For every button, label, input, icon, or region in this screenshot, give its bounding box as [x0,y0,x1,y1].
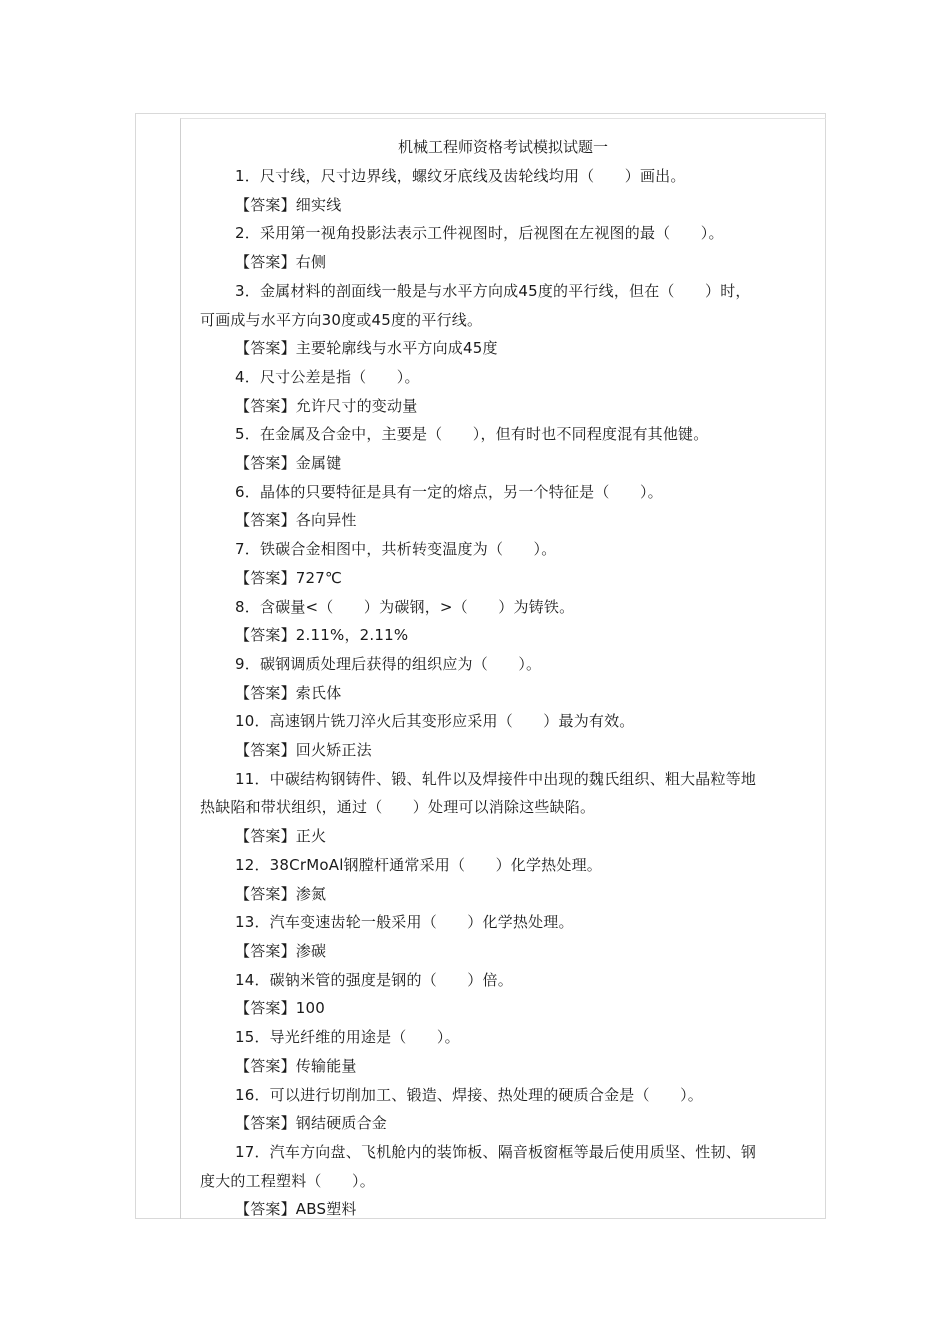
answer-line: 【答案】2.11%，2.11% [235,626,409,645]
question-line: 6．晶体的只要特征是具有一定的熔点，另一个特征是（ ）。 [235,482,663,501]
answer-line: 【答案】各向异性 [235,511,357,530]
question-line: 16．可以进行切削加工、锻造、焊接、热处理的硬质合金是（ ）。 [235,1085,703,1104]
answer-line: 【答案】右侧 [235,253,327,272]
question-line: 4．尺寸公差是指（ ）。 [235,367,420,386]
question-line: 1．尺寸线，尺寸边界线，螺纹牙底线及齿轮线均用（ ）画出。 [235,167,686,185]
answer-line: 【答案】主要轮廓线与水平方向成45度 [235,339,498,358]
question-line: 10．高速钢片铣刀淬火后其变形应采用（ ）最为有效。 [235,712,635,731]
question-line: 7．铁碳合金相图中，共析转变温度为（ ）。 [235,540,557,559]
answer-line: 【答案】正火 [235,827,327,846]
question-line: 14．碳钠米管的强度是钢的（ ）倍。 [235,970,513,989]
answer-line: 【答案】传输能量 [235,1056,357,1075]
answer-line: 【答案】渗氮 [235,884,327,903]
question-continuation-line: 热缺陷和带状组织，通过（ ）处理可以消除这些缺陷。 [200,798,596,817]
question-line: 13．汽车变速齿轮一般采用（ ）化学热处理。 [235,913,574,932]
document-title: 机械工程师资格考试模拟试题一 [397,138,608,156]
answer-line: 【答案】ABS塑料 [235,1200,357,1219]
question-list [200,162,812,1224]
answer-line: 【答案】727℃ [235,568,343,587]
question-line: 9．碳钢调质处理后获得的组织应为（ ）。 [235,654,542,673]
answer-line: 【答案】钢结硬质合金 [235,1114,388,1133]
question-line: 11．中碳结构钢铸件、锻、轧件以及焊接件中出现的魏氏组织、粗大晶粒等地 [235,769,757,788]
answer-line: 【答案】允许尺寸的变动量 [235,396,418,415]
question-line: 15．导光纤维的用途是（ ）。 [235,1028,460,1047]
answer-line: 【答案】回火矫正法 [235,741,372,760]
question-line: 2．采用第一视角投影法表示工件视图时，后视图在左视图的最（ ）。 [235,224,724,243]
answer-line: 【答案】100 [235,999,326,1018]
answer-line: 【答案】索氏体 [235,683,342,702]
question-line: 5．在金属及合金中，主要是（ ），但有时也不同程度混有其他键。 [235,425,709,444]
question-line: 17．汽车方向盘、飞机舱内的装饰板、隔音板窗框等最后使用质坚、性韧、钢 [235,1142,757,1161]
question-line: 12．38CrMoAl钢膛杆通常采用（ ）化学热处理。 [235,855,602,874]
question-line: 8．含碳量<（ ）为碳钢，>（ ）为铸铁。 [235,597,575,616]
answer-line: 【答案】细实线 [235,195,342,214]
question-continuation-line: 度大的工程塑料（ ）。 [200,1171,375,1190]
question-continuation-line: 可画成与水平方向30度或45度的平行线。 [200,310,483,329]
question-line: 3．金属材料的剖面线一般是与水平方向成45度的平行线，但在（ ）时， [235,281,751,300]
answer-line: 【答案】金属键 [235,454,342,473]
answer-line: 【答案】渗碳 [235,941,327,960]
